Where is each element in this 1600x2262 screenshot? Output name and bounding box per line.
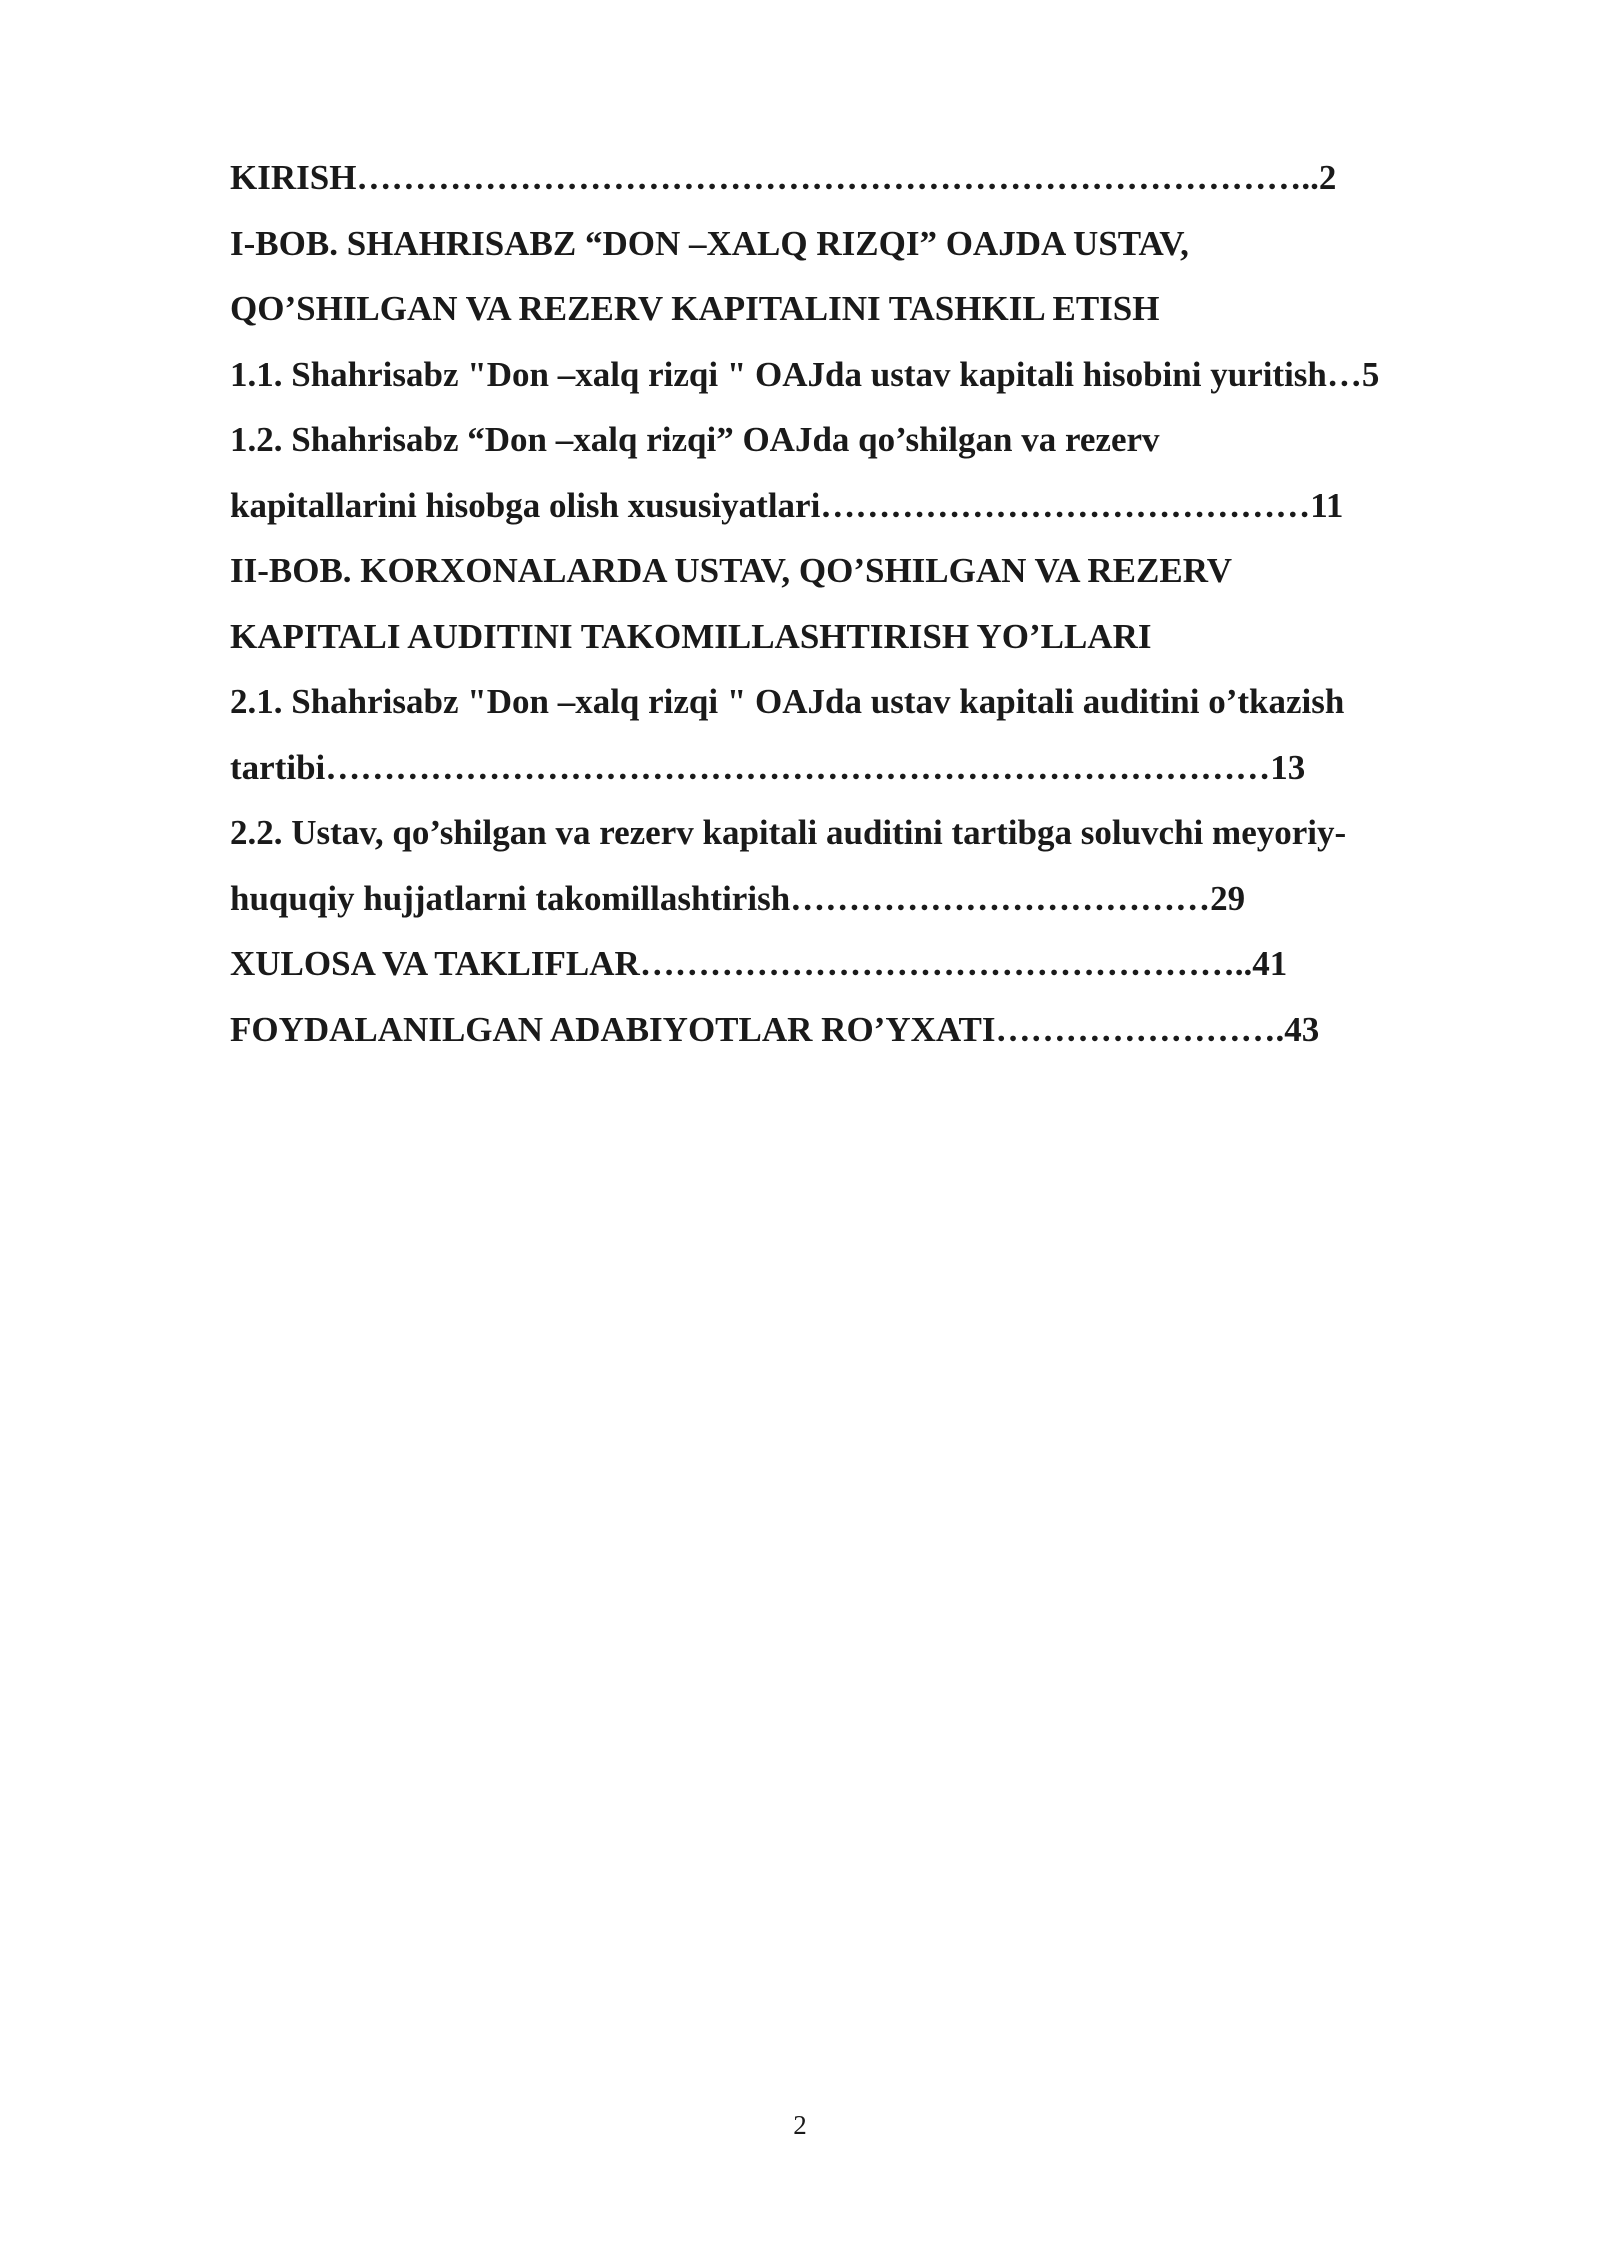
toc-section-2-2-line-2: huquqiy hujjatlarni takomillashtirish………………………………29 [230, 878, 1246, 918]
toc-chapter-2-title-line-2: KAPITALI AUDITINI TAKOMILLASHTIRISH YO’LLARI [230, 616, 1152, 656]
toc-section-1-2-line-2: kapitallarini hisobga olish xususiyatlari……………………………………11 [230, 485, 1344, 525]
table-of-contents [230, 145, 1460, 1062]
toc-entry-conclusion: XULOSA VA TAKLIFLAR……………………………………………..41 [230, 944, 1288, 983]
toc-entry-bibliography: FOYDALANILGAN ADABIYOTLAR RO’YXATI…………………….43 [230, 1009, 1320, 1049]
toc-section-2-2-line-1: 2.2. Ustav, qo’shilgan va rezerv kapitali auditini tartibga soluvchi meyoriy- [230, 813, 1347, 852]
toc-chapter-1-title-line-2: QO’SHILGAN VA REZERV KAPITALINI TASHKIL ETISH [230, 289, 1160, 328]
toc-section-2-1-line-2: tartibi………………………………………………………………………13 [230, 747, 1306, 787]
toc-entry-kirish: KIRISH………………………………………………………………………..2 [230, 158, 1337, 197]
toc-chapter-1-title-line-1: I-BOB. SHAHRISABZ “DON –XALQ RIZQI” OAJDA USTAV, [230, 223, 1189, 263]
toc-chapter-2-title-line-1: II-BOB. KORXONALARDA USTAV, QO’SHILGAN VA REZERV [230, 551, 1233, 590]
toc-section-2-1-line-1: 2.1. Shahrisabz "Don –xalq rizqi " OAJda ustav kapitali auditini o’tkazish [230, 682, 1345, 721]
page-number: 2 [793, 2110, 807, 2140]
toc-section-1-1: 1.1. Shahrisabz "Don –xalq rizqi " OAJda ustav kapitali hisobini yuritish…5 [230, 354, 1380, 394]
toc-section-1-2-line-1: 1.2. Shahrisabz “Don –xalq rizqi” OAJda qo’shilgan va rezerv [230, 420, 1160, 459]
